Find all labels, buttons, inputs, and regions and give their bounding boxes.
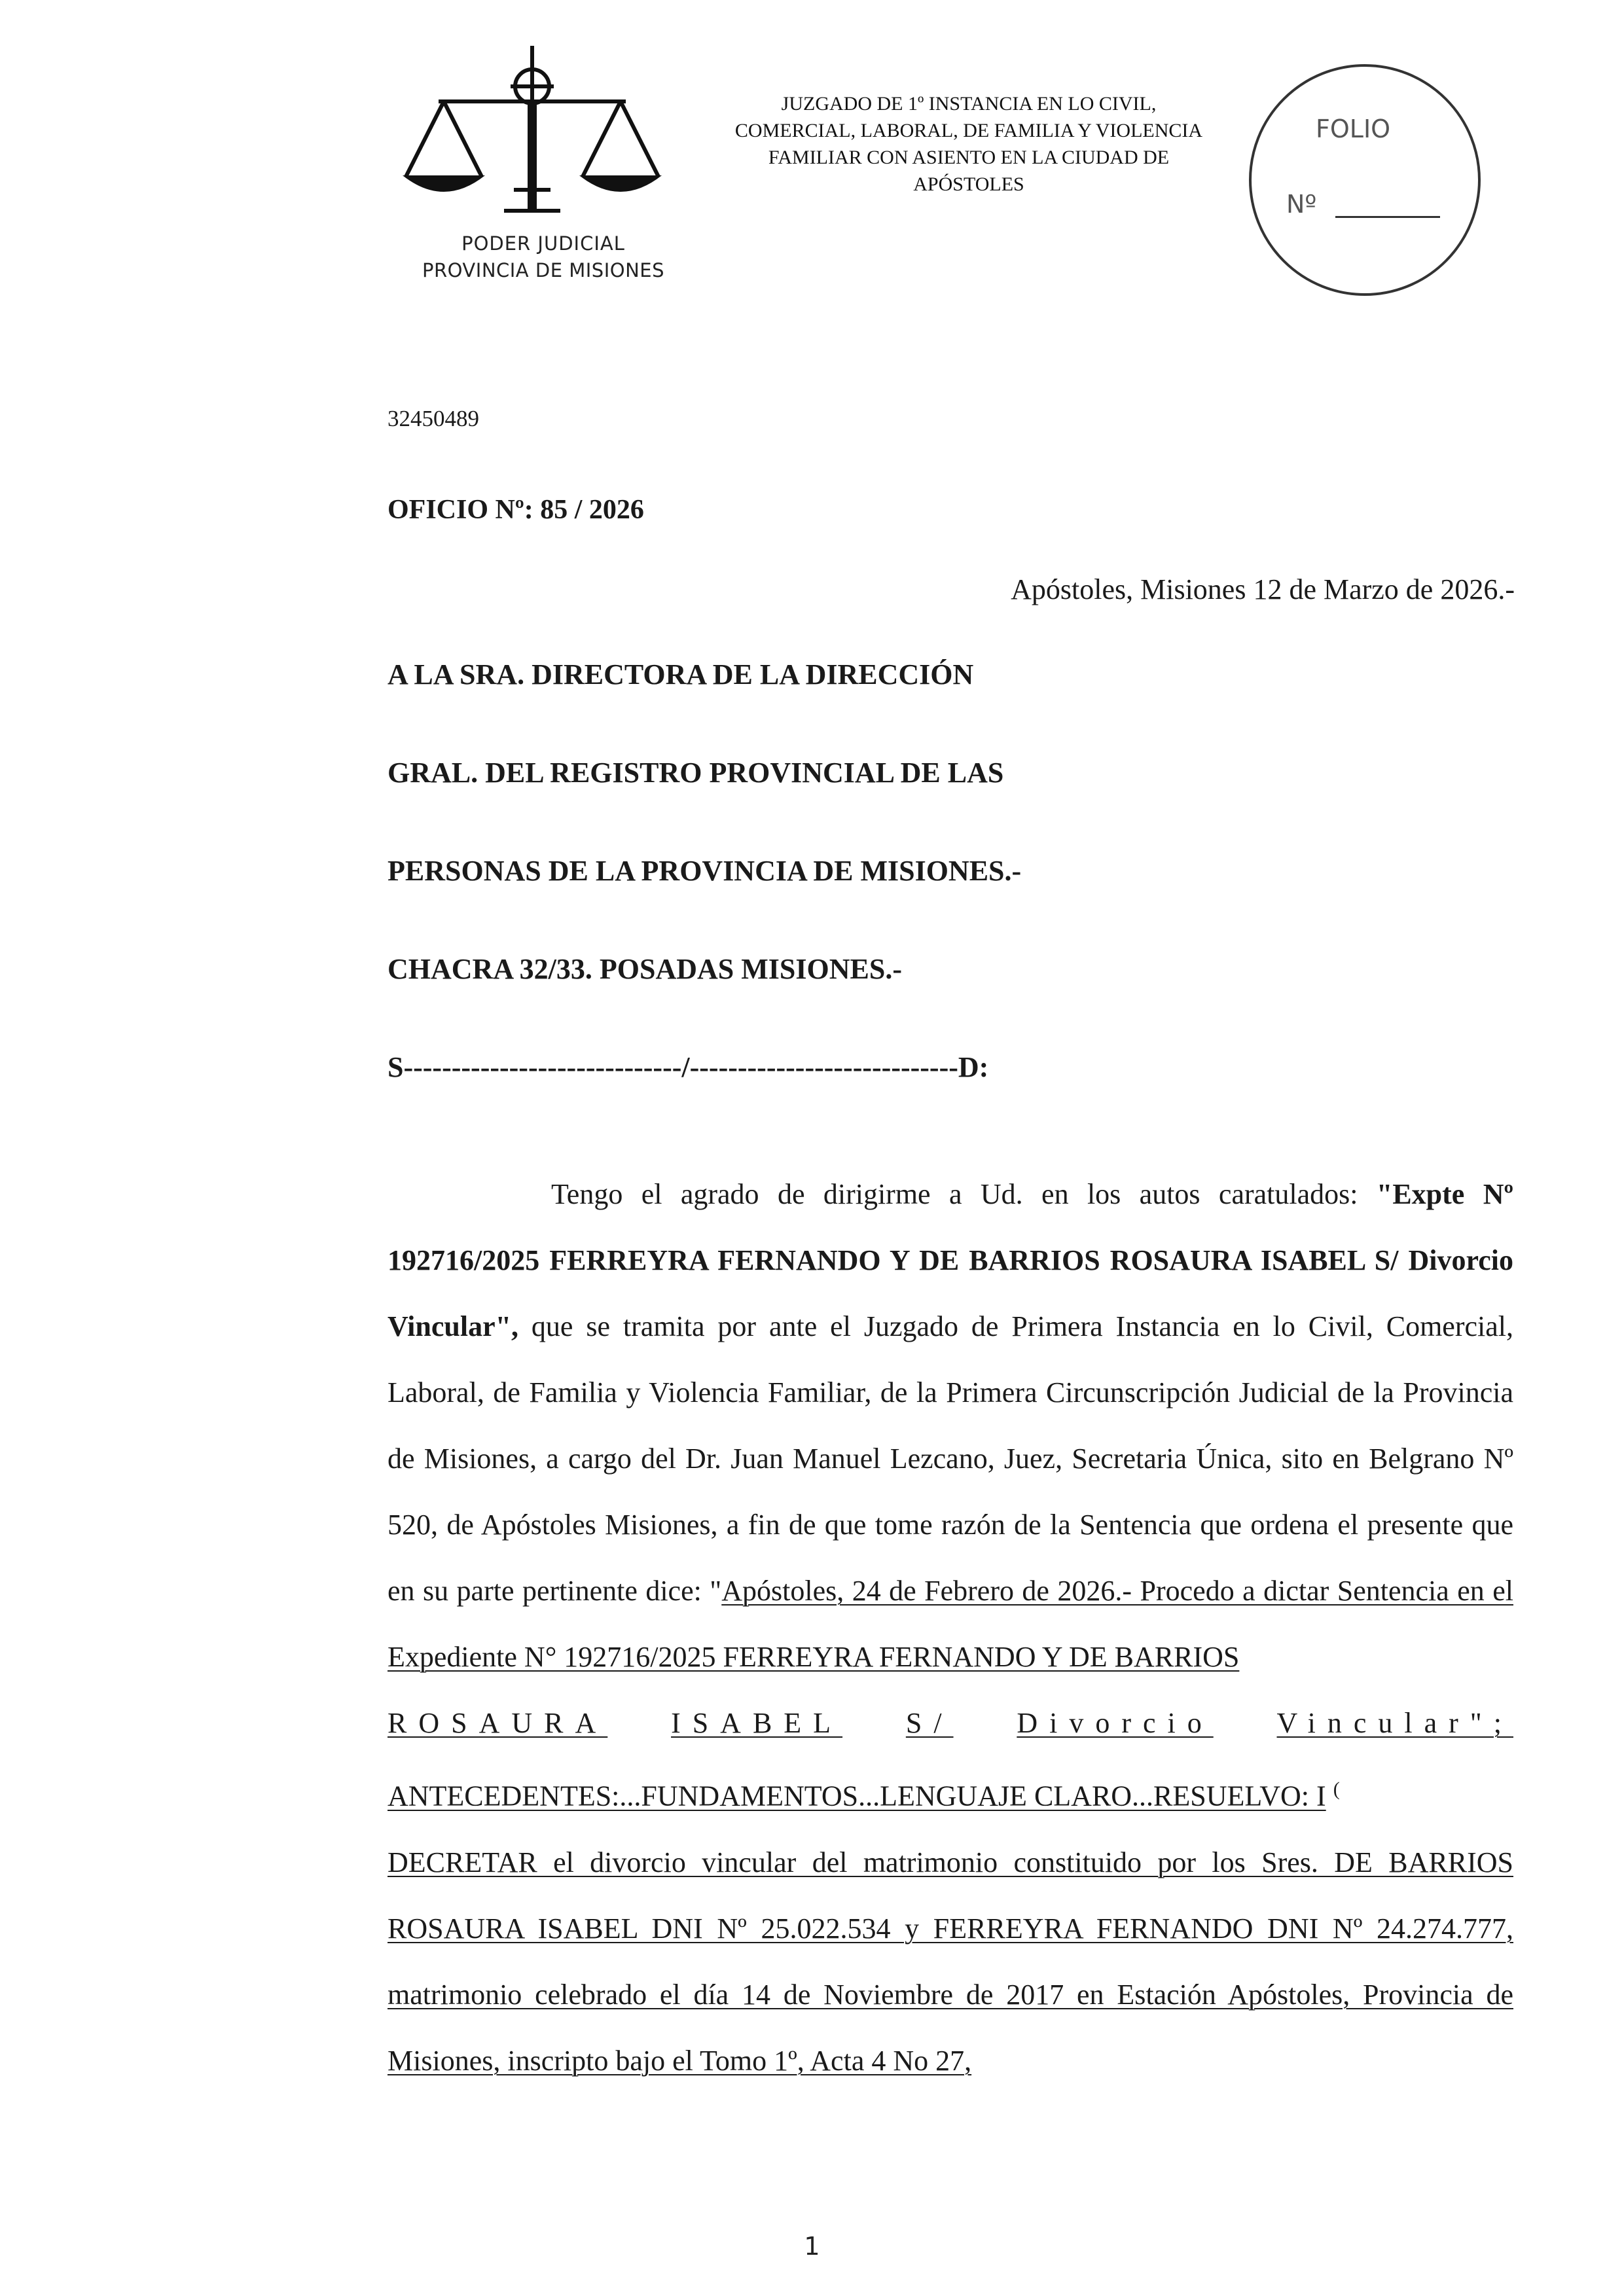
page-number: 1 [804, 2232, 820, 2261]
court-seal-logo [399, 39, 687, 301]
body-after-title: que se tramita por ante el Juzgado de Primera Instancia en lo Civil, Comercial, Laboral, de Familia y Violencia Familiar, de la Primera Circunscripción Judicial de la Provincia de Misiones, a cargo del Dr. Juan Manuel Lezcano, Juez, Secretaria Única, sito en Belgrano Nº 520, de Apóstoles Misiones, a fin de que tome razón de la Sentencia que ordena el presente que en su parte pertinente dice: " [388, 1310, 1513, 1607]
quote-word: Divorcio [1017, 1707, 1214, 1739]
oficio-number: OFICIO Nº: 85 / 2026 [388, 495, 644, 525]
folio-number-blank [1335, 216, 1440, 218]
quote-part1: Apóstoles, 24 de Febrero de 2026.- Procedo a dictar Sentencia en el Expediente N° 192716/2025 FERREYRA FERNANDO Y DE BARRIOS [388, 1575, 1513, 1673]
quote-sup: ( [1333, 1778, 1340, 1800]
quote-part2-line [388, 1756, 1513, 1829]
document-id: 32450489 [388, 406, 479, 431]
quote-word: ROSAURA [388, 1707, 608, 1739]
folio-label: FOLIO [1316, 115, 1391, 143]
addressee-line: CHACRA 32/33. POSADAS MISIONES.- [388, 953, 902, 985]
folio-number-label: Nº [1286, 190, 1317, 219]
greeting-line: S-----------------------------/----------------------------D: [388, 1051, 989, 1083]
date-line: Apóstoles, Misiones 12 de Marzo de 2026.- [1011, 573, 1515, 605]
addressee-line: A LA SRA. DIRECTORA DE LA DIRECCIÓN [388, 658, 974, 691]
court-header-line: JUZGADO DE 1º INSTANCIA EN LO CIVIL, [781, 93, 1157, 115]
folio-circle-icon [1244, 59, 1486, 301]
seal-text-line1: PODER JUDICIAL [461, 232, 625, 255]
seal-text-line2: PROVINCIA DE MISIONES [422, 259, 665, 281]
body-paragraph-2 [388, 1829, 1513, 2094]
court-header-line: APÓSTOLES [913, 173, 1024, 195]
quote-word: Vincular"; [1276, 1707, 1513, 1739]
body-intro: Tengo el agrado de dirigirme a Ud. en los autos caratulados: [551, 1178, 1377, 1210]
court-header [681, 90, 1257, 198]
body-text [388, 1161, 1513, 2094]
folio-stamp [1244, 59, 1486, 301]
scales-of-justice-icon [399, 39, 687, 229]
quote-word: S/ [905, 1707, 954, 1739]
quote-word: ISABEL [671, 1707, 843, 1739]
body-paragraph-1 [388, 1161, 1513, 1690]
quote-part2: ANTECEDENTES:...FUNDAMENTOS...LENGUAJE CLARO...RESUELVO: I [388, 1780, 1326, 1812]
quote-part3: DECRETAR el divorcio vincular del matrimonio constituido por los Sres. DE BARRIOS ROSAURA ISABEL DNI Nº 25.022.534 y FERREYRA FERNANDO DNI Nº 24.274.777, matrimonio celebrado el día 14 de Noviembre de 2017 en Estación Apóstoles, Provincia de Misiones, inscripto bajo el Tomo 1º, Acta 4 No 27, [388, 1846, 1513, 2077]
court-header-line: FAMILIAR CON ASIENTO EN LA CIUDAD DE [768, 147, 1170, 168]
addressee-line: GRAL. DEL REGISTRO PROVINCIAL DE LAS [388, 757, 1004, 789]
case-title: "Expte Nº 192716/2025 FERREYRA FERNANDO Y DE BARRIOS ROSAURA ISABEL S/ Divorcio Vincular", [388, 1178, 1513, 1342]
court-header-line: COMERCIAL, LABORAL, DE FAMILIA Y VIOLENCIA [734, 120, 1203, 141]
quote-spread-line [388, 1690, 1513, 1756]
addressee-line: PERSONAS DE LA PROVINCIA DE MISIONES.- [388, 855, 1022, 887]
